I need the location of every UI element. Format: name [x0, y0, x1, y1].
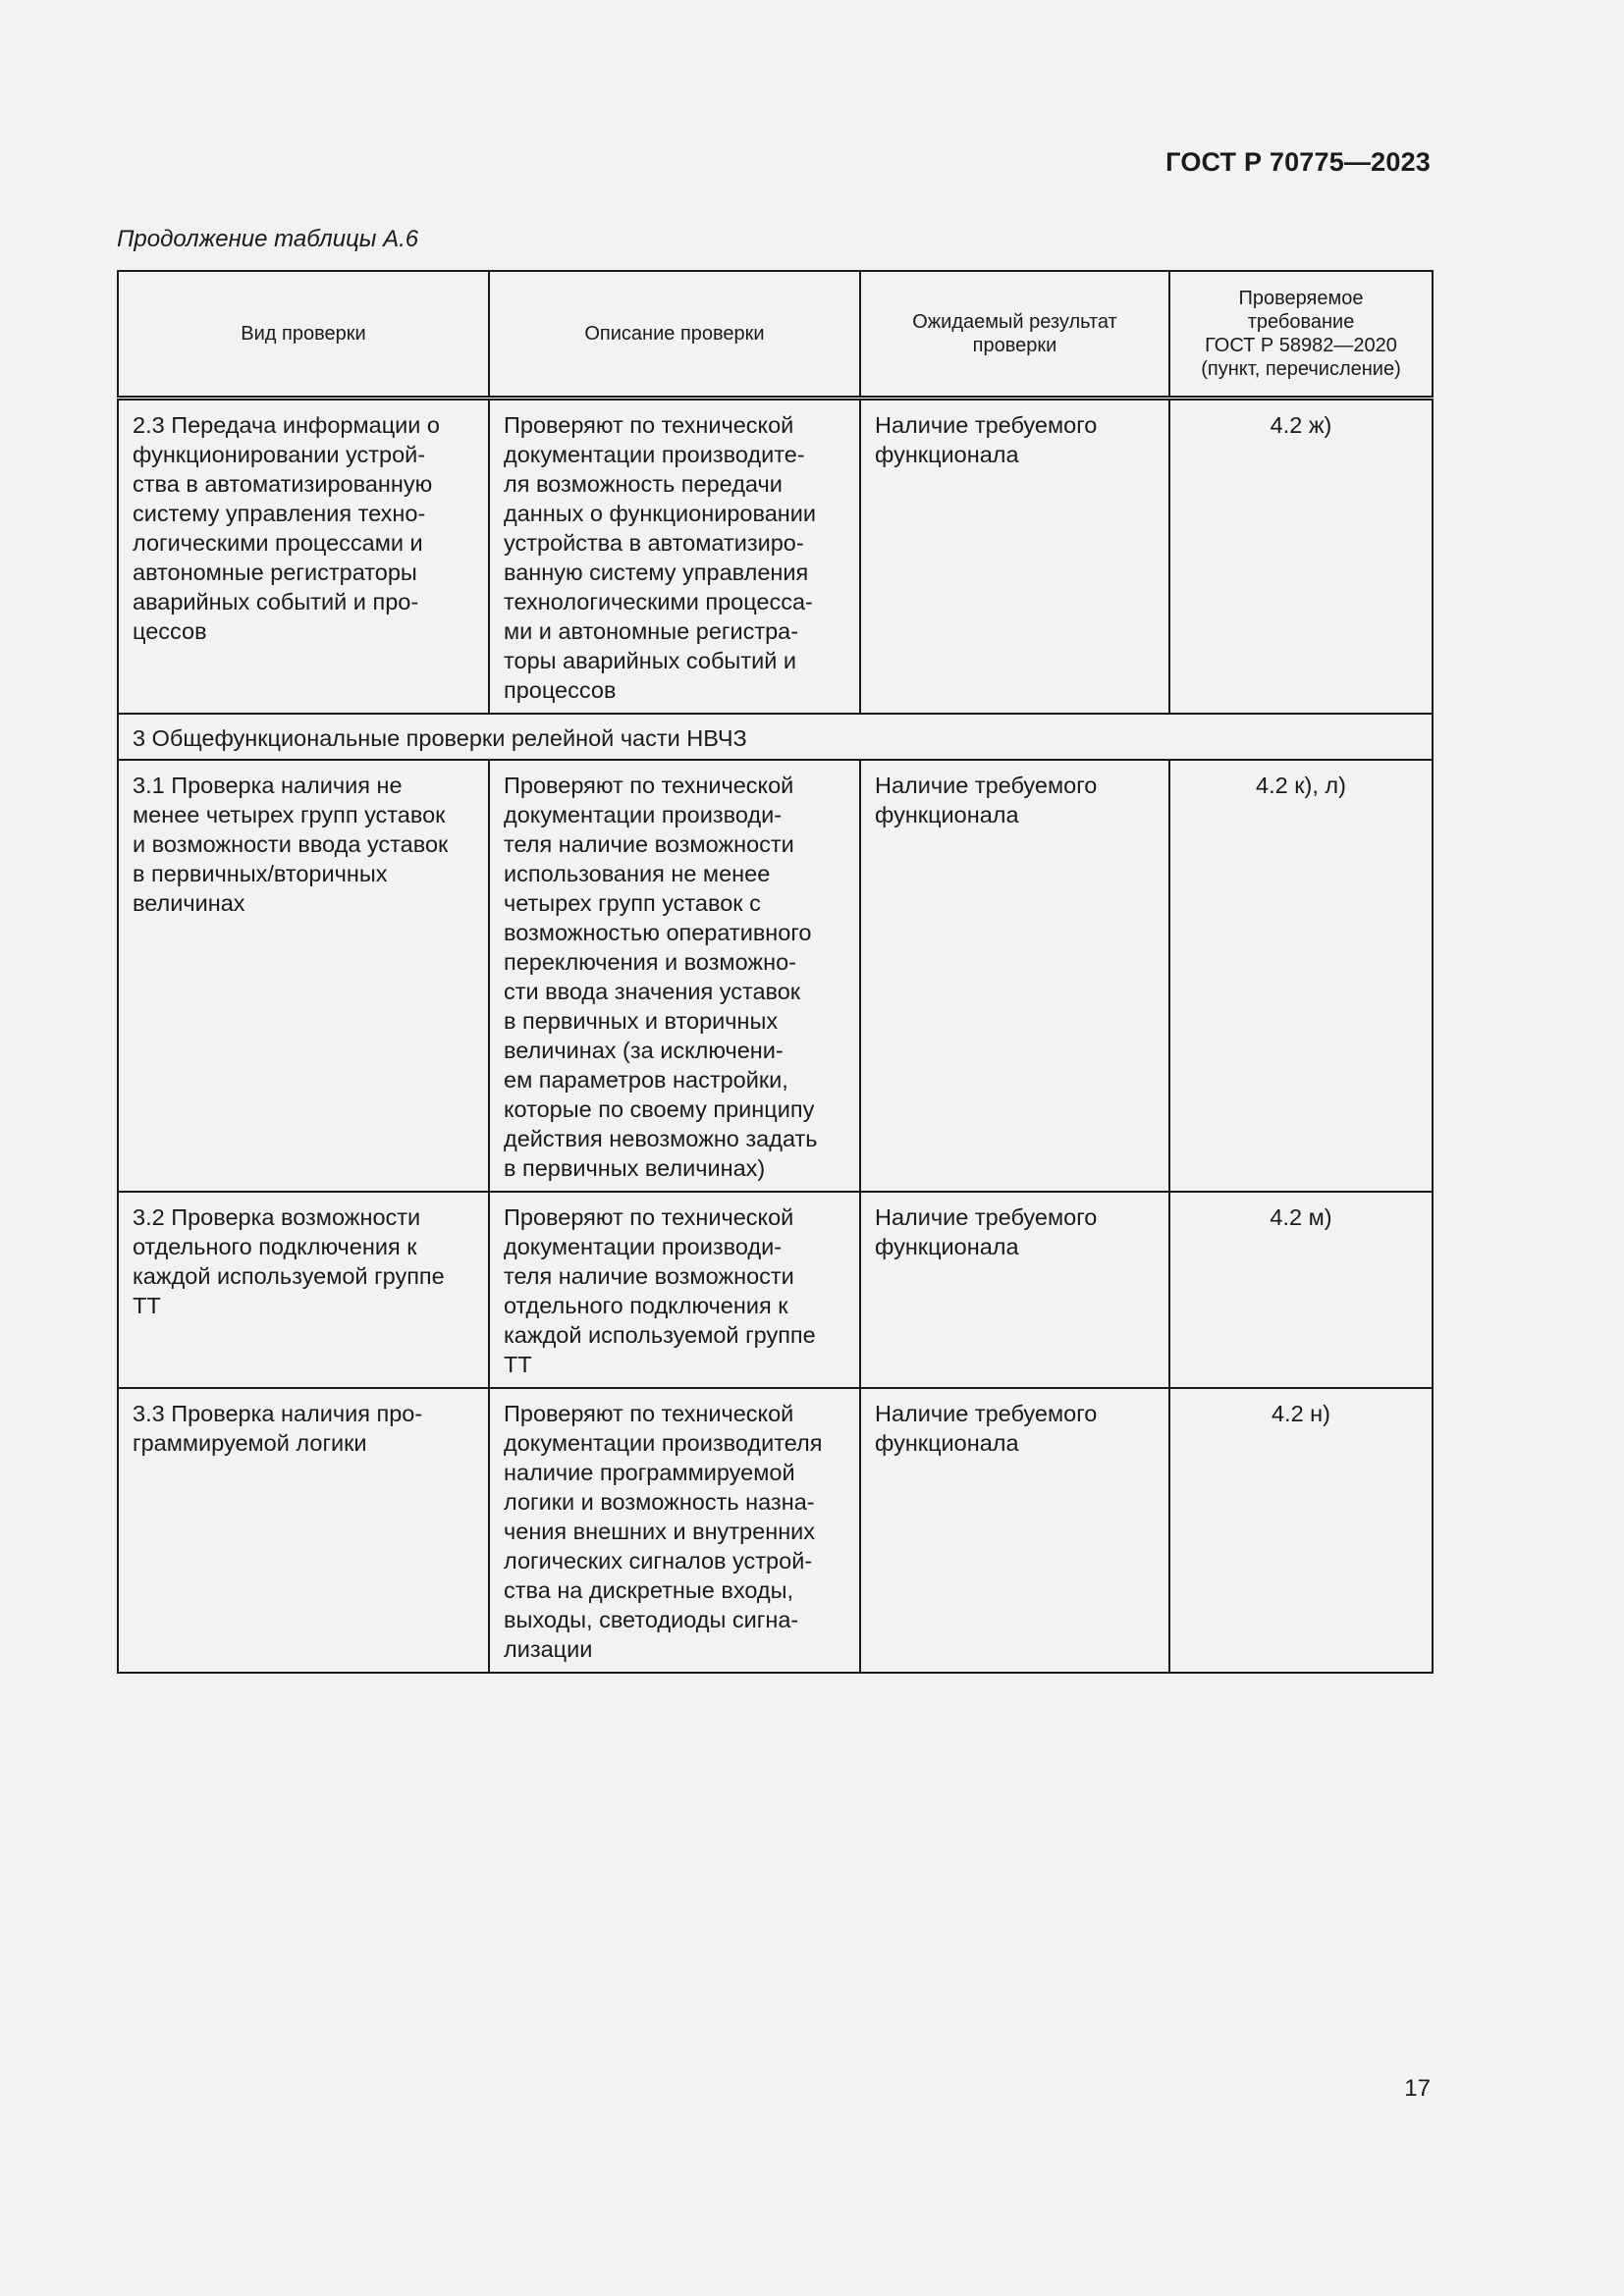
column-header-expected-result [860, 271, 1169, 399]
text-line: теля наличие возможности [504, 1263, 794, 1289]
text-line: Проверяют по технической [504, 1401, 794, 1426]
table-caption: Продолжение таблицы А.6 [117, 226, 419, 252]
text-line: аварийных событий и про- [133, 589, 419, 614]
text-line: устройства в автоматизиро- [504, 530, 804, 556]
expected-result-cell [860, 1192, 1169, 1388]
text-line: Наличие требуемого [875, 773, 1098, 798]
text-line: величинах [133, 890, 245, 916]
text-line: каждой используемой группе [133, 1263, 445, 1289]
text-line: Наличие требуемого [875, 412, 1098, 438]
text-line: торы аварийных событий и [504, 648, 796, 673]
text-line: менее четырех групп уставок [133, 802, 446, 828]
text-line: цессов [133, 618, 207, 644]
column-header-description [489, 271, 860, 399]
text-line: величинах (за исключени- [504, 1038, 784, 1063]
description-cell [489, 1192, 860, 1388]
column-header-requirement [1169, 271, 1433, 399]
text-line: функционала [875, 1430, 1019, 1456]
text-line: Проверяют по технической [504, 412, 794, 438]
text-line: 3.3 Проверка наличия про- [133, 1401, 423, 1426]
check-type-cell [118, 760, 489, 1192]
text-line: ля возможность передачи [504, 471, 783, 497]
text-line: проверки [972, 335, 1057, 356]
expected-result-cell [860, 399, 1169, 715]
text-line: ванную систему управления [504, 560, 809, 585]
text-line: 2.3 Передача информации о [133, 412, 441, 438]
text-line: Проверяют по технической [504, 773, 794, 798]
text-line: функционала [875, 802, 1019, 828]
text-line: чения внешних и внутренних [504, 1519, 816, 1544]
text-line: в первичных величинах) [504, 1155, 766, 1181]
text-line: 3.2 Проверка возможности [133, 1204, 421, 1230]
text-line: отдельного подключения к [504, 1293, 788, 1318]
text-line: отдельного подключения к [133, 1234, 417, 1259]
text-line: лизации [504, 1636, 593, 1662]
document-code: ГОСТ Р 70775—2023 [1165, 147, 1431, 177]
text-line: ства в автоматизированную [133, 471, 433, 497]
text-line: Ожидаемый результат [912, 311, 1117, 333]
text-line: логики и возможность назна- [504, 1489, 815, 1515]
text-line: использования не менее [504, 861, 771, 886]
text-line: (пункт, перечисление) [1201, 358, 1401, 380]
table-row [118, 1192, 1433, 1388]
text-line: ем параметров настройки, [504, 1067, 788, 1093]
text-line: Наличие требуемого [875, 1401, 1098, 1426]
section-title: 3 Общефункциональные проверки релейной части НВЧЗ [118, 714, 1433, 760]
page-number: 17 [1404, 2075, 1431, 2102]
text-line: Проверяемое [1238, 288, 1364, 309]
check-type-cell [118, 399, 489, 715]
description-cell [489, 760, 860, 1192]
text-line: ТТ [504, 1352, 532, 1377]
text-line: процессов [504, 677, 617, 703]
description-cell [489, 399, 860, 715]
text-line: наличие программируемой [504, 1460, 795, 1485]
text-line: технологическими процесса- [504, 589, 813, 614]
text-line: выходы, светодиоды сигна- [504, 1607, 799, 1632]
text-line: документации производи- [504, 1234, 783, 1259]
text-line: граммируемой логики [133, 1430, 367, 1456]
text-line: функционала [875, 1234, 1019, 1259]
text-line: Наличие требуемого [875, 1204, 1098, 1230]
table-row [118, 399, 1433, 715]
requirement-cell: 4.2 н) [1169, 1388, 1433, 1673]
text-line: возможностью оперативного [504, 920, 812, 945]
section-row [118, 714, 1433, 760]
table-row [118, 760, 1433, 1192]
text-line: ства на дискретные входы, [504, 1577, 794, 1603]
text-line: ГОСТ Р 58982—2020 [1205, 335, 1397, 356]
text-line: Проверяют по технической [504, 1204, 794, 1230]
text-line: которые по своему принципу [504, 1096, 815, 1122]
checks-table [117, 270, 1434, 1674]
text-line: систему управления техно- [133, 501, 426, 526]
column-header-check-type [118, 271, 489, 399]
text-line: документации производи- [504, 802, 783, 828]
text-line: и возможности ввода уставок [133, 831, 449, 857]
text-line: ми и автономные регистра- [504, 618, 799, 644]
expected-result-cell [860, 1388, 1169, 1673]
table-row [118, 1388, 1433, 1673]
text-line: логических сигналов устрой- [504, 1548, 813, 1574]
text-line: действия невозможно задать [504, 1126, 818, 1151]
text-line: четырех групп уставок с [504, 890, 761, 916]
requirement-cell: 4.2 к), л) [1169, 760, 1433, 1192]
text-line: сти ввода значения уставок [504, 979, 801, 1004]
text-line: каждой используемой группе [504, 1322, 816, 1348]
text-line: Описание проверки [584, 323, 765, 345]
text-line: функционала [875, 442, 1019, 467]
expected-result-cell [860, 760, 1169, 1192]
text-line: теля наличие возможности [504, 831, 794, 857]
text-line: документации производите- [504, 442, 805, 467]
text-line: функционировании устрой- [133, 442, 426, 467]
text-line: автономные регистраторы [133, 560, 417, 585]
requirement-cell: 4.2 м) [1169, 1192, 1433, 1388]
check-type-cell [118, 1388, 489, 1673]
check-type-cell [118, 1192, 489, 1388]
text-line: данных о функционировании [504, 501, 817, 526]
text-line: 3.1 Проверка наличия не [133, 773, 403, 798]
text-line: Вид проверки [241, 323, 366, 345]
text-line: требование [1247, 311, 1355, 333]
text-line: логическими процессами и [133, 530, 423, 556]
requirement-cell: 4.2 ж) [1169, 399, 1433, 715]
text-line: документации производителя [504, 1430, 823, 1456]
description-cell [489, 1388, 860, 1673]
text-line: в первичных/вторичных [133, 861, 388, 886]
text-line: переключения и возможно- [504, 949, 796, 975]
table-header-row [118, 271, 1433, 399]
text-line: ТТ [133, 1293, 161, 1318]
text-line: в первичных и вторичных [504, 1008, 779, 1034]
